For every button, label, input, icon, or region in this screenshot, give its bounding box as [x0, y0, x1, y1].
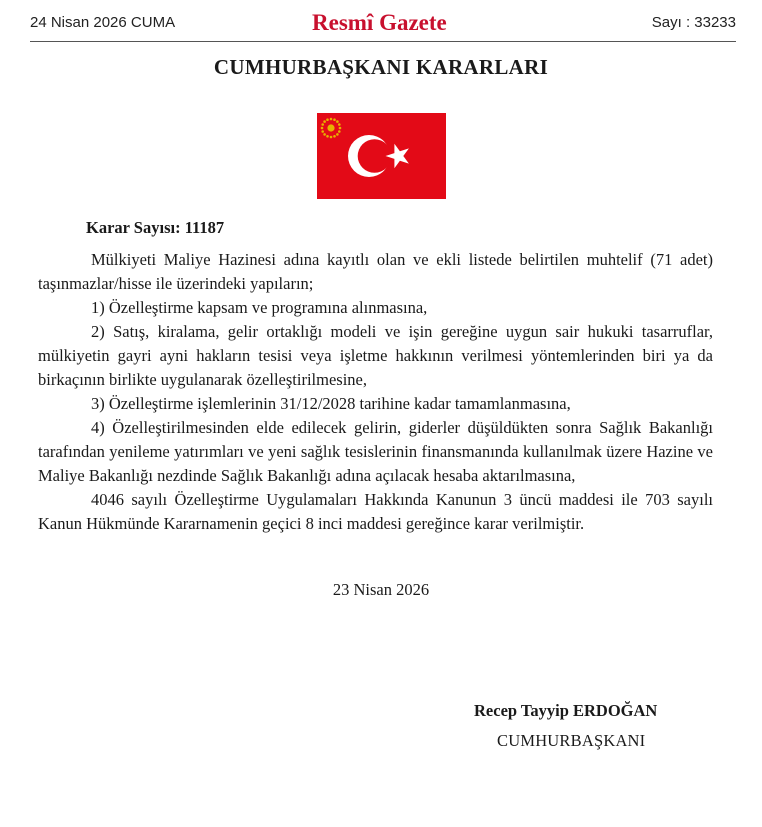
- issue-number: Sayı : 33233: [651, 14, 736, 31]
- body-paragraph: 2) Satış, kiralama, gelir ortaklığı modeli ve işin gereğine uygun sair hukuki tasarruflar, mülkiyetin gayri ayni hakların tesisi veya işletme hakkının verilmesi yöntemlerinden biri ya da birkaçının birlikte uygulanarak özelleştirilmesine,: [38, 322, 713, 389]
- signatory-name: Recep Tayyip ERDOĞAN: [474, 701, 658, 720]
- body-paragraph: 3) Özelleştirme işlemlerinin 31/12/2028 tarihine kadar tamamlanmasına,: [91, 394, 571, 413]
- body-paragraph: 4046 sayılı Özelleştirme Uygulamaları Hakkında Kanunun 3 üncü maddesi ile 703 sayılı Kanun Hükmünde Kararnamenin geçici 8 inci maddesi gereğince karar verilmiştir.: [38, 490, 713, 533]
- decision-body: [38, 248, 713, 536]
- gazette-header: [30, 10, 736, 40]
- header-date: 24 Nisan 2026 CUMA: [30, 14, 176, 31]
- section-title: CUMHURBAŞKANI KARARLARI: [213, 55, 549, 79]
- signatory-title: CUMHURBAŞKANI: [497, 731, 646, 750]
- decision-date: 23 Nisan 2026: [332, 580, 430, 599]
- header-divider: [30, 41, 736, 42]
- body-paragraph: Mülkiyeti Maliye Hazinesi adına kayıtlı olan ve ekli listede belirtilen muhtelif (71 adet) taşınmazlar/hisse ile üzerindeki yapıların;: [38, 250, 713, 293]
- gazette-title: Resmî Gazete: [312, 10, 447, 35]
- body-paragraph: 1) Özelleştirme kapsam ve programına alınmasına,: [91, 298, 428, 317]
- decision-number: Karar Sayısı: 11187: [86, 218, 225, 237]
- body-paragraph: 4) Özelleştirilmesinden elde edilecek gelirin, giderler düşüldükten sonra Sağlık Bakanlığı tarafından yenileme yatırımları ve yeni sağlık tesislerinin finansmanında kullanılmak üzere Hazine ve Maliye Bakanlığı nezdinde Sağlık Bakanlığı adına açılacak hesaba aktarılmasına,: [38, 418, 713, 485]
- turkish-flag-icon: [317, 113, 446, 199]
